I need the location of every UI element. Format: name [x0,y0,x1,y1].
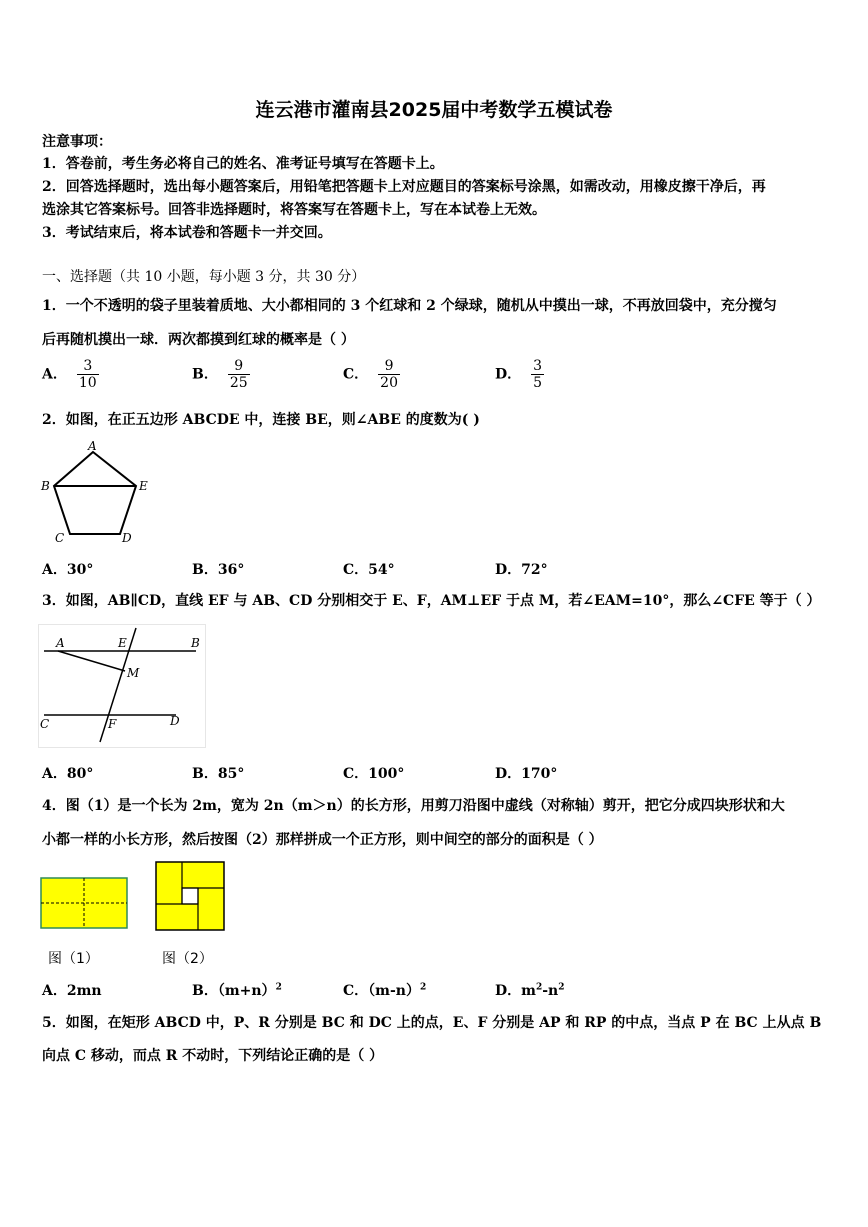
notice-item: 选涂其它答案标号。回答非选择题时，将答案写在答题卡上，写在本试卷上无效。 [42,202,546,218]
q2-option-b: B．36° [192,562,245,578]
label-a: A [56,636,65,650]
denominator: 25 [229,375,248,391]
square-figure-2 [155,861,225,931]
question-4-line-2: 小都一样的小长方形，然后按图（2）那样拼成一个正方形，则中间空的部分的面积是（ ） [42,832,603,848]
pentagon-shape [54,452,136,534]
q4-option-c [343,980,426,1000]
q4-option-a: A．2mn [42,983,102,999]
label-e: E [118,636,127,650]
q2-option-d: D．72° [495,562,548,578]
option-label: C． [343,366,369,383]
denominator: 10 [78,375,97,391]
label-c: C [40,717,50,731]
segment-am [58,651,125,671]
q3-option-d: D．170° [495,766,558,782]
option-label: A． [42,366,67,383]
notice-heading: 注意事项： [42,134,112,150]
exponent: 2 [535,982,543,993]
label-a: A [88,439,97,453]
page-title: 连云港市灌南县2025届中考数学五模试卷 [255,99,613,121]
parallel-lines-figure [38,624,206,748]
numerator: 3 [533,358,543,374]
center-hole [182,888,198,904]
question-4-line-1: 4．图（1）是一个长为 2m，宽为 2n（m＞n）的长方形，用剪刀沿图中虚线（对称轴）剪开，把它分成四块形状和大 [42,798,785,814]
notice-item: 1．答卷前，考生务必将自己的姓名、准考证号填写在答题卡上。 [42,156,444,172]
option-label: B． [192,366,218,383]
q1-option-d [495,358,544,391]
q1-option-c [343,358,400,391]
q3-option-c: C．100° [343,766,405,782]
option-text: -n [542,983,559,999]
denominator: 20 [380,375,398,391]
q1-option-a [42,358,99,391]
label-e: E [139,479,148,493]
notice-item: 3．考试结束后，将本试卷和答题卡一并交回。 [42,225,332,241]
exponent: 2 [558,982,565,993]
denominator: 5 [533,375,543,391]
label-f: F [108,717,117,731]
numerator: 3 [83,358,93,374]
label-b: B [41,479,50,493]
figure-1-caption: 图（1） [48,951,99,967]
option-text: B．（m+n） [192,983,276,999]
fraction [531,358,544,391]
q4-option-b [192,980,282,1000]
question-5-line-1: 5．如图，在矩形 ABCD 中，P、R 分别是 BC 和 DC 上的点，E、F 分别是 AP 和 RP 的中点，当点 P 在 BC 上从点 B [42,1015,822,1031]
label-d: D [170,714,180,728]
label-m: M [127,666,140,680]
q2-option-a: A．30° [42,562,94,578]
numerator: 9 [234,358,244,374]
question-2-text: 2．如图，在正五边形 ABCDE 中，连接 BE，则∠ABE 的度数为( ) [42,412,480,428]
label-c: C [55,531,65,545]
exponent: 2 [419,982,427,993]
q2-option-c: C．54° [343,562,395,578]
question-1-line-1: 1．一个不透明的袋子里装着质地、大小都相同的 3 个红球和 2 个绿球，随机从中摸出一球，不再放回袋中，充分搅匀 [42,298,777,314]
q3-option-b: B．85° [192,766,245,782]
rectangle-figure-1 [40,877,128,929]
fraction [77,358,99,391]
fraction [228,358,250,391]
exponent: 2 [275,982,282,993]
option-text: D．m [495,983,536,999]
option-text: C．（m-n） [343,983,420,999]
notice-item: 2．回答选择题时，选出每小题答案后，用铅笔把答题卡上对应题目的答案标号涂黑，如需改动，用橡皮擦干净后，再 [42,179,766,195]
numerator: 9 [384,358,394,374]
label-d: D [122,531,132,545]
question-5-line-2: 向点 C 移动，而点 R 不动时，下列结论正确的是（ ） [42,1048,384,1064]
option-label: D． [495,366,522,383]
figure-2-caption: 图（2） [162,951,213,967]
fraction [378,358,400,391]
q1-option-b [192,358,250,391]
pentagon-figure [38,438,153,546]
question-3-text: 3．如图，AB∥CD，直线 EF 与 AB、CD 分别相交于 E、F，AM⊥EF 于点 M，若∠EAM=10°，那么∠CFE 等于（ ） [42,593,821,609]
q4-option-d [495,980,565,1000]
question-1-line-2: 后再随机摸出一球．两次都摸到红球的概率是（ ） [42,332,355,348]
q3-option-a: A．80° [42,766,94,782]
section-heading: 一、选择题（共 10 小题，每小题 3 分，共 30 分） [42,269,366,285]
label-b: B [191,636,200,650]
